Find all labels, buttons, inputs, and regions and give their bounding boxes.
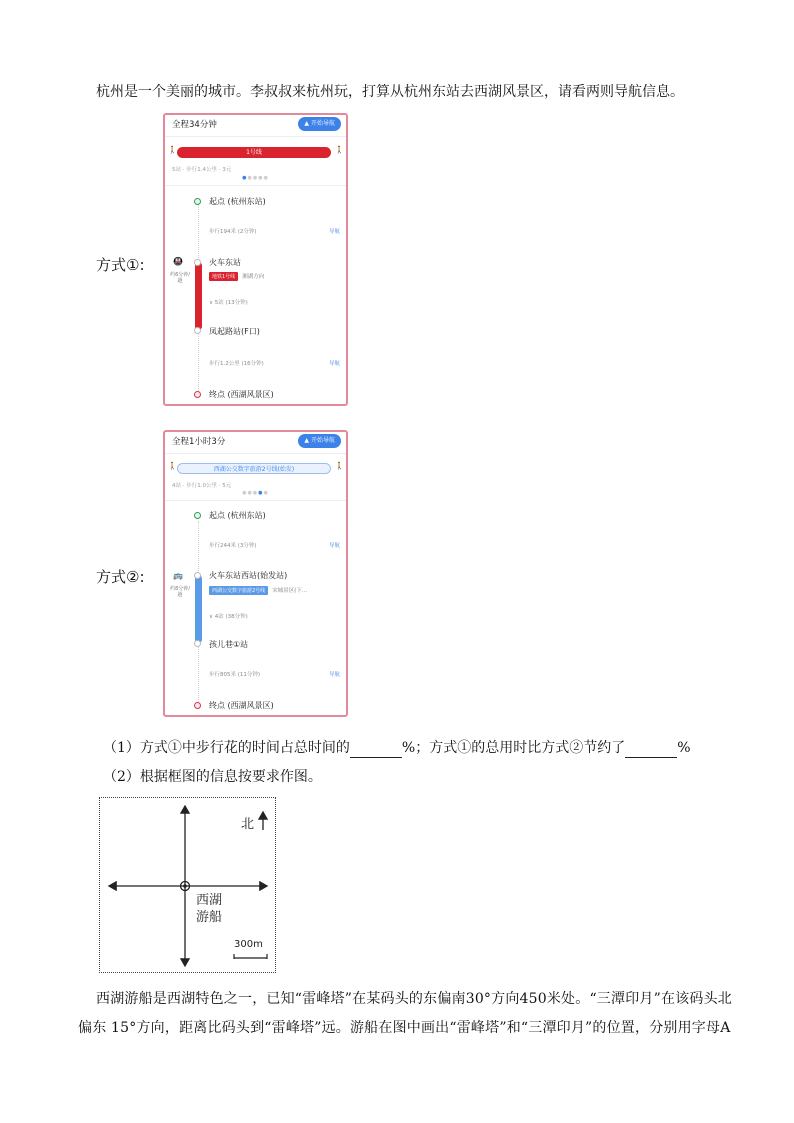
answer-blank-1[interactable] [350,743,402,758]
divider [165,185,346,186]
method1-walk1: 步行194米 (2分钟) [209,229,257,235]
line-tag: 西湖公交数字旅游2号线 [209,586,268,595]
method1-meta: 5站 · 步行1.4公里 · 3元 [172,167,232,173]
divider [165,453,346,454]
method2-walk2: 步行805米 (11分钟) [209,672,261,678]
method1-route-bar: 1号线 [177,147,331,158]
question-2: （2）根据框图的信息按要求作图。 [103,769,322,785]
walk-icon: 🚶 [168,462,177,470]
method1-nav-button[interactable]: ▲ 开始导航 [298,117,341,131]
method2-walk2-nav-link[interactable]: 导航 [328,672,340,678]
method1-board-station: 火车东站 [209,258,241,267]
method2-alight-station: 孩儿巷①站 [209,640,249,649]
method1-stops-toggle[interactable]: ∨ 5站 (13分钟) [209,300,248,306]
walk-path [198,644,199,704]
method1-title: 全程34分钟 [172,120,217,130]
method2-meta: 4站 · 步行1.0公里 · 5元 [172,483,232,489]
method1-start: 起点 (杭州东站) [209,197,266,206]
bus-icon: 🚌 [173,571,183,580]
divider [165,136,346,137]
page-dots: ●●●●● [242,490,269,496]
method1-label: 方式①: [96,256,145,274]
subway-icon: 🚇 [173,257,183,266]
direction: 宋城景区(下... [272,588,308,594]
alight-node [194,640,201,647]
method1-walk2: 步行1.2公里 (16分钟) [209,361,264,367]
compass-diagram [99,797,276,973]
method2-title: 全程1小时3分 [172,437,226,447]
board-node [194,572,201,579]
method1-walk1-nav-link[interactable]: 导航 [328,229,340,235]
navigate-arrow-icon: ▲ [304,120,309,127]
end-node [194,391,201,398]
method2-frequency: 约8分钟/趟 [170,586,190,598]
scale-label: 300m [234,939,263,950]
walk-icon: 🚶 [168,146,177,154]
navigate-arrow-icon: ▲ [304,437,309,444]
method2-walk1: 步行244米 (3分钟) [209,543,257,549]
method2-line-info [209,586,307,595]
intro-text: 杭州是一个美丽的城市。李叔叔来杭州玩，打算从杭州东站去西湖风景区，请看两则导航信息。 [96,84,684,100]
north-label: 北 [241,817,255,832]
pier-label: 西湖 游船 [196,893,223,925]
method2-start: 起点 (杭州东站) [209,511,266,520]
divider [165,500,346,501]
walk-path [198,205,199,262]
board-node [194,259,201,266]
walk-path [198,331,199,393]
line-tag: 地铁1号线 [209,272,238,281]
method2-label: 方式②: [96,568,145,586]
start-node [194,198,201,205]
method2-end: 终点 (西湖风景区) [209,701,274,710]
alight-node [194,327,201,334]
walk-icon: 🚶 [335,462,344,470]
method2-board-station: 火车东站西站(始发站) [209,571,288,580]
page-dots: ●●●●● [242,175,269,181]
walk-path [198,521,199,575]
question-1: （1）方式①中步行花的时间占总时间的 %；方式①的总用时比方式②节约了 % [103,740,691,756]
problem-text-line2: 偏东 15°方向，距离比码头到“雷峰塔”远。游船在图中画出“雷峰塔”和“三潭印月”的位置，分别用字母A [78,1020,731,1036]
method2-route-bar: 西湖公交数字旅游2号线(始发) [177,463,331,474]
start-node [194,512,201,519]
method2-transit-line [195,575,202,643]
method1-line-info [209,272,264,281]
method1-card [163,113,348,406]
walk-icon: 🚶 [335,146,344,154]
method2-stops-toggle[interactable]: ∨ 4站 (38分钟) [209,614,248,620]
direction: 湘湖方向 [242,274,265,280]
method1-frequency: 约6分钟/趟 [170,272,190,284]
method1-alight-station: 凤起路站(F口) [209,327,260,336]
method1-transit-line [195,262,202,330]
method2-card [163,430,348,717]
method1-walk2-nav-link[interactable]: 导航 [328,361,340,367]
method2-nav-button[interactable]: ▲ 开始导航 [298,434,341,448]
method2-walk1-nav-link[interactable]: 导航 [328,543,340,549]
problem-text-line1: 西湖游船是西湖特色之一，已知“雷峰塔”在某码头的东偏南30°方向450米处。“三潭印月”在该码头北 [96,991,732,1007]
answer-blank-2[interactable] [625,743,677,758]
method1-end: 终点 (西湖风景区) [209,390,274,399]
end-node [194,702,201,709]
